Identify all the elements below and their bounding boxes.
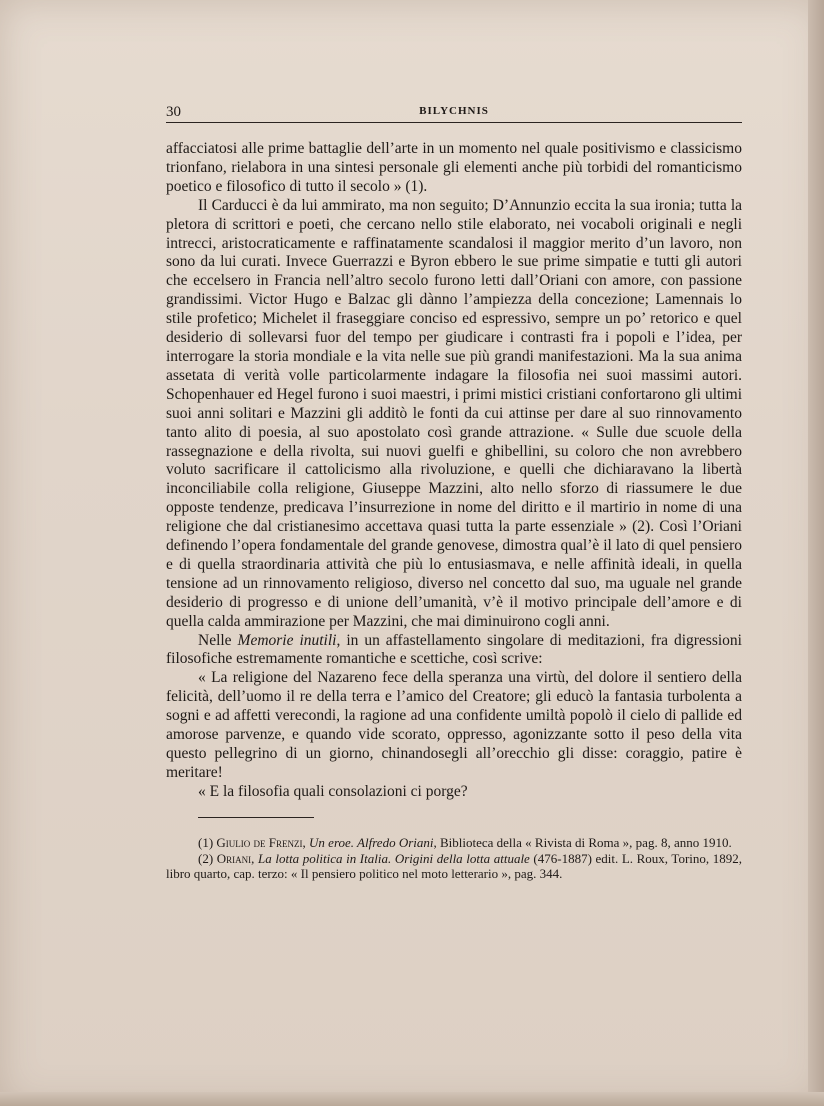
footnote-2-marker: (2) (198, 850, 217, 866)
footnote-1 (166, 835, 742, 851)
footnote-1-author: Giulio de Frenzi (216, 835, 303, 850)
paragraph-carducci: Il Carducci è da lui ammirato, ma non seguito; D’Annunzio eccita la sua ironia; tutta la pletora di scrittori e poeti, che cercano nello stile elaborato, nei vocaboli originali e negli intrecci, aristocraticamente e raffinatamente scandalosi il maggior merito d’un lavoro, non sono da lui curati. Invece Guerrazzi e Byron ebbero le sue prime simpatie e tutti gli autori che eccelsero in Francia nell’altro secolo furono letti dall’Oriani con amore, con passione grandissimi. Victor Hugo e Balzac gli dànno l’ampiezza della concezione; Lamennais lo stile profetico; Michelet il fraseggiare conciso ed espressivo, sempre un po’ retorico e quel desiderio di sollevarsi fuor del tempo per giudicare i contrasti fra i popoli e l’idea, per interrogare la storia mondiale e la vita nelle sue più grandi manifestazioni. Ma la sua anima assetata di verità volle particolarmente indagare la filosofia nei suoi massimi autori. Schopenhauer ed Hegel furono i suoi maestri, i primi mistici cristiani confortarono gli ultimi suoi anni solitari e Mazzini gli additò le fonti da cui attinse per dare al suo rinnovamento tanto alito di poesia, al suo apostolato così grande attrazione. « Sulle due scuole della rassegnazione e della rivolta, sui nuovi guelfi e ghibellini, su coloro che non avrebbero voluto sacrificare il cattolicismo alla rivoluzione, e quelli che dichiaravano la libertà inconciliabile colla religione, Giuseppe Mazzini, alto nello sforzo di riassumere le due opposte tendenze, predicava l’insurrezione in nome del diritto e il martirio in nome di una religione che dal cristianesimo accettava quasi tutta la parte essenziale » (2). Così l’Oriani definendo l’opera fondamentale del grande genovese, dimostra qual’è il lato di quel pensiero e di quella straordinaria attività che più lo entusiasmava, e nelle affinità ideali, in quella tensione ad un rinnovamento religioso, diverso nel concetto dal suo, ma uguale nel grande desiderio di progresso e di unione dell’umanità, v’è il motivo principale dell’amore e di quella calda ammirazione per Mazzini, che mai diminuirono cogli anni. (166, 196, 742, 630)
footnote-2-author: Oriani (216, 850, 252, 866)
footnote-2 (166, 851, 742, 882)
footnote-2-rest: (476-1887) edit. L. Roux, Torino, 1892, libro quarto, cap. terzo: « Il pensiero politico nel moto letterario », pag. 344. (166, 850, 742, 882)
journal-title: BILYCHNIS (419, 105, 489, 117)
footnote-1-marker: (1) (198, 835, 217, 850)
book-title-memorie: Memorie inutili (237, 631, 337, 649)
running-header (166, 104, 742, 123)
footnote-2-title: La lotta politica in Italia. Origini della lotta attuale (258, 850, 530, 866)
page-bottom-edge (0, 1092, 824, 1106)
quote-filosofia: « E la filosofia quali consolazioni ci porge? (198, 782, 468, 800)
footnote-1-title: Un eroe. Alfredo Oriani (309, 835, 434, 850)
footnotes (166, 835, 742, 882)
footnote-1-rest: , Biblioteca della « Rivista di Roma », pag. 8, anno 1910. (433, 835, 732, 850)
page-number: 30 (166, 104, 181, 120)
paragraph-memorie-lead: Nelle (198, 631, 238, 649)
footnote-1-sep: , (302, 835, 310, 850)
body-text (166, 140, 742, 802)
paragraph-memorie-text: , in un affastellamento singolare di meditazioni, fra digressioni filosofiche estremamente romantiche e scettiche, così scrive: (166, 631, 742, 668)
quote-nazareno: « La religione del Nazareno fece della speranza una virtù, del dolore il sentiero della felicità, dell’uomo il re della terra e l’amico del Creatore; gli educò la fantasia turbolenta a sogni e ad affetti verecondi, la ragione ad una confidente umiltà popolò il cielo di pallide ed amorose parvenze, e quando vide scorato, oppresso, agonizzante sotto il peso della vita questo pellegrino di un giorno, chinandosegli all’orecchio gli disse: coraggio, patire è meritare! (166, 669, 742, 781)
paragraph-memorie (166, 632, 742, 670)
footnote-2-sep: , (251, 850, 259, 866)
footnote-separator (198, 817, 314, 818)
page-spine-edge (808, 0, 824, 1106)
paragraph-continued: affacciatosi alle prime battaglie dell’arte in un momento nel quale positivismo e classicismo trionfano, rielabora in una sintesi personale gli elementi anche più torbidi del romanticismo poetico e filosofico di tutto il secolo » (1). (166, 140, 742, 195)
